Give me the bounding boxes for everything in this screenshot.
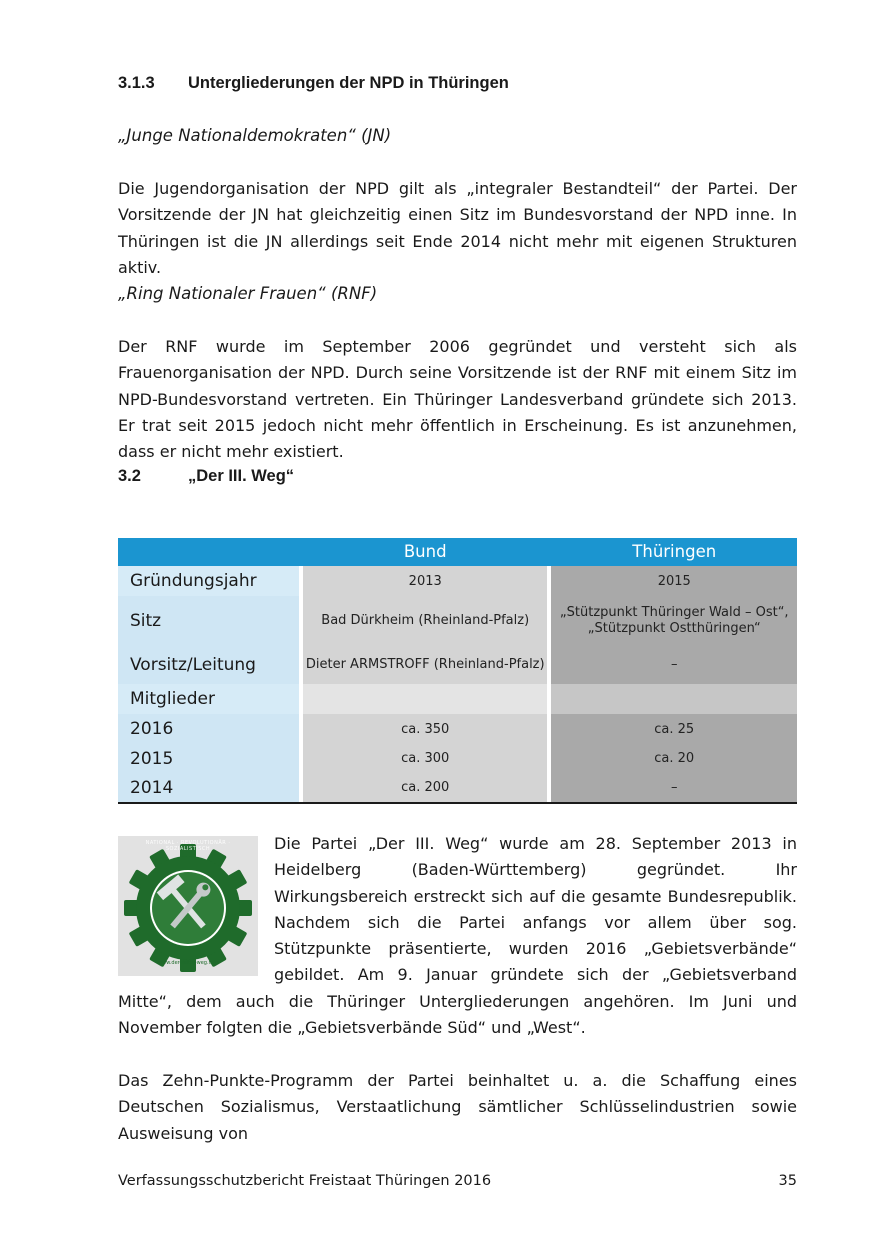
table-header-row <box>118 538 797 566</box>
facts-table <box>118 538 797 804</box>
subheading-rnf: „Ring Nationaler Frauen“ (RNF) <box>118 284 378 303</box>
section-heading-3-1-3 <box>118 74 509 93</box>
cell-thueringen: – <box>551 645 797 684</box>
section-number: 3.1.3 <box>118 74 155 92</box>
row-label: Gründungsjahr <box>118 566 299 596</box>
cell-thueringen: – <box>551 773 797 802</box>
cell-thueringen <box>551 684 797 714</box>
section-heading-3-2 <box>118 467 294 486</box>
row-label: Mitglieder <box>118 684 299 714</box>
table-row-mitglieder <box>118 684 797 714</box>
cell-bund <box>303 684 548 714</box>
row-label: 2015 <box>118 744 299 773</box>
table-row-gruendungsjahr <box>118 566 797 596</box>
table-row-2016 <box>118 714 797 744</box>
header-thueringen: Thüringen <box>632 542 717 561</box>
row-label: 2014 <box>118 773 299 802</box>
paragraph-text: Die Partei „Der III. Weg“ wurde am 28. September 2013 in Heidelberg (Baden-Württemberg) gegründet. Ihr Wirkungsbereich erstreckt sich auf die gesamte Bundesrepublik. Nachdem sich die Partei anfangs vor allem über sog. Stützpunkte präsentierte, wurden 2016 „Gebietsverbände“ gebildet. Am 9. Januar gründete sich der „Gebietsverband Mitte“, dem auch die Thüringer Untergliederungen angehören. Im Juni und November folgten die „Gebietsverbände Süd“ und „West“. <box>118 834 797 1038</box>
emblem-bottom-text: www.der-dritte-weg.info <box>158 960 218 966</box>
cell-thueringen <box>551 596 797 645</box>
paragraph-weg-1 <box>118 831 797 1041</box>
section-title: „Der III. Weg“ <box>188 467 295 485</box>
cell-bund: ca. 350 <box>303 714 548 744</box>
cell-line: „Stützpunkt Thüringer Wald – Ost“, <box>559 604 789 620</box>
paragraph-jn: Die Jugendorganisation der NPD gilt als „integraler Bestandteil“ der Partei. Der Vorsitzende der JN hat gleichzeitig einen Sitz im Bundesvorstand der NPD inne. In Thüringen ist die JN allerdings seit Ende 2014 nicht mehr mit eigenen Strukturen aktiv. <box>118 179 797 277</box>
emblem-ring-text: NATIONAL · REVOLUTIONÄR · SOZIALISTISCH <box>145 840 231 852</box>
cell-bund: ca. 200 <box>303 773 548 802</box>
table-row-sitz <box>118 596 797 645</box>
page-number: 35 <box>778 1173 797 1189</box>
cell-line: „Stützpunkt Ostthüringen“ <box>587 620 761 636</box>
section-title: Untergliederungen der NPD in Thüringen <box>188 74 509 92</box>
cell-thueringen: 2015 <box>551 566 797 596</box>
header-empty <box>118 538 299 566</box>
table-row-2015 <box>118 744 797 773</box>
cell-thueringen: ca. 20 <box>551 744 797 773</box>
table-row-2014 <box>118 773 797 802</box>
subheading-jn: „Junge Nationaldemokraten“ (JN) <box>118 126 392 145</box>
footer-title: Verfassungsschutzbericht Freistaat Thüringen 2016 <box>118 1173 492 1189</box>
cell-bund: Dieter ARMSTROFF (Rheinland-Pfalz) <box>303 645 548 684</box>
section-number: 3.2 <box>118 467 141 485</box>
row-label: Sitz <box>118 596 299 645</box>
cell-bund: Bad Dürkheim (Rheinland-Pfalz) <box>303 596 548 645</box>
cell-bund: 2013 <box>303 566 548 596</box>
row-label: Vorsitz/Leitung <box>118 645 299 684</box>
cell-bund: ca. 300 <box>303 744 548 773</box>
table-bottom-rule <box>118 802 797 804</box>
image-float-spacer <box>118 831 274 987</box>
table-row-vorsitz <box>118 645 797 684</box>
cell-thueringen: ca. 25 <box>551 714 797 744</box>
header-bund: Bund <box>403 542 447 561</box>
paragraph-weg-2: Das Zehn-Punkte-Programm der Partei beinhaltet u. a. die Schaffung eines Deutschen Sozialismus, Verstaatlichung sämtlicher Schlüsselindustrien sowie Ausweisung von <box>118 1071 797 1143</box>
row-label: 2016 <box>118 714 299 744</box>
paragraph-rnf: Der RNF wurde im September 2006 gegründet und versteht sich als Frauenorganisation der NPD. Durch seine Vorsitzende ist der RNF mit einem Sitz im NPD-Bundesvorstand vertreten. Ein Thüringer Landesverband gründete sich 2013. Er trat seit 2015 jedoch nicht mehr öffentlich in Erscheinung. Es ist anzunehmen, dass er nicht mehr existiert. <box>118 337 797 462</box>
